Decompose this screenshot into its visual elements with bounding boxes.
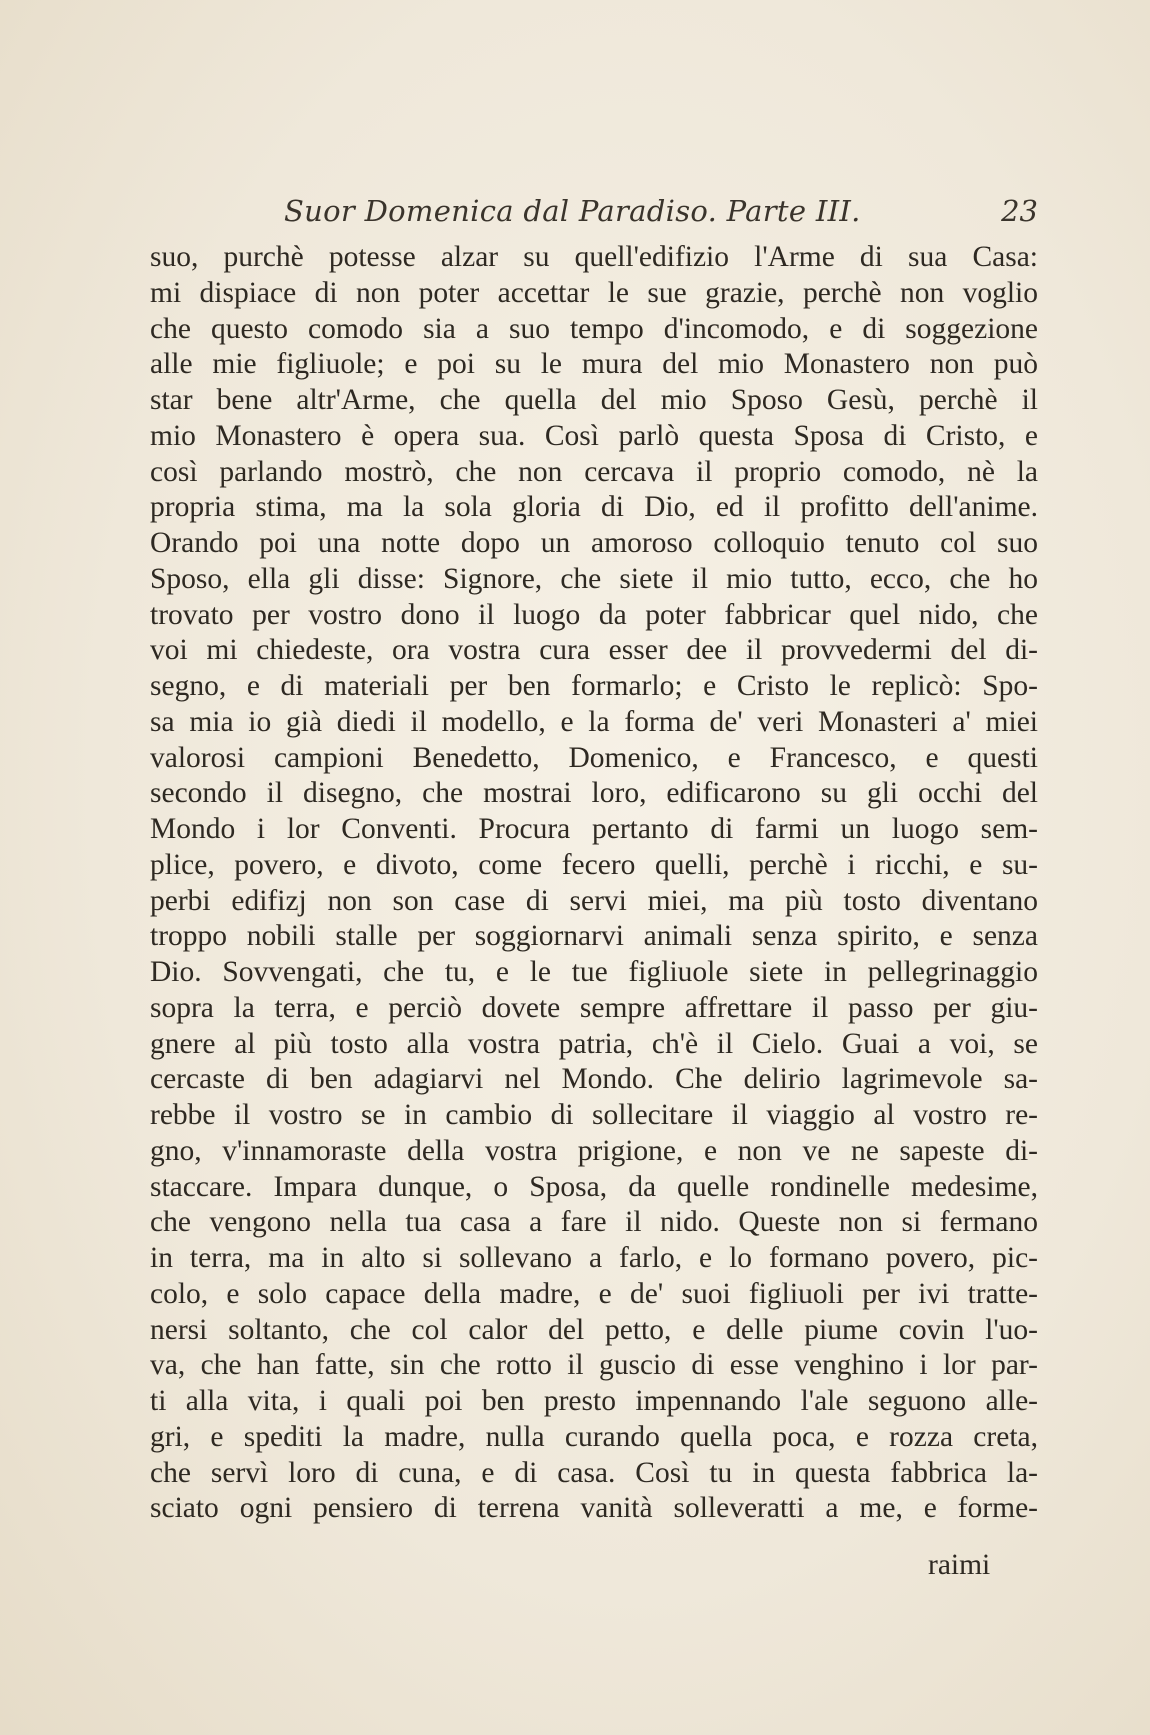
text-line: va, che han fatte, sin che rotto il guscio di esse venghino i lor par- [150, 1349, 1038, 1382]
running-title: Suor Domenica dal Paradiso. Parte III. [284, 194, 861, 228]
text-line: star bene altr'Arme, che quella del mio Sposo Gesù, perchè il [150, 384, 1038, 416]
text-line: voi mi chiedeste, ora vostra cura esser dee il provvedermi del di- [150, 634, 1038, 667]
text-line: troppo nobili stalle per soggiornarvi animali senza spirito, e senza [150, 920, 1038, 953]
text-line: gno, v'innamoraste della vostra prigione, e non ve ne sapeste di- [150, 1134, 1038, 1167]
page-number: 23 [1001, 194, 1038, 228]
text-line: che vengono nella tua casa a fare il nido. Queste non si fermano [150, 1206, 1038, 1239]
text-line: trovato per vostro dono il luogo da poter fabbricar quel nido, che [150, 598, 1038, 631]
text-line: che questo comodo sia a suo tempo d'incomodo, e di soggezione [150, 312, 1038, 345]
text-line: così parlando mostrò, che non cercava il proprio comodo, nè la [150, 455, 1038, 488]
catchword: raimi [928, 1549, 991, 1581]
text-line: sa mia io già diedi il modello, e la forma de' veri Monasteri a' miei [150, 705, 1038, 738]
text-line: mi dispiace di non poter accettar le sue grazie, perchè non voglio [150, 276, 1038, 309]
body-text [150, 240, 1038, 1527]
text-line: alle mie figliuole; e poi su le mura del mio Monastero non può [150, 348, 1038, 381]
text-line: suo, purchè potesse alzar su quell'edifizio l'Arme di sua Casa: [150, 241, 1038, 273]
text-line: sopra la terra, e perciò dovete sempre affrettare il passo per giu- [150, 991, 1038, 1024]
text-line: staccare. Impara dunque, o Sposa, da quelle rondinelle medesime, [150, 1170, 1038, 1203]
text-line: Mondo i lor Conventi. Procura pertanto di farmi un luogo sem- [150, 813, 1038, 845]
text-line: propria stima, ma la sola gloria di Dio, ed il profitto dell'anime. [150, 491, 1038, 524]
text-line: secondo il disegno, che mostrai loro, edificarono su gli occhi del [150, 777, 1038, 810]
text-line: in terra, ma in alto si sollevano a farlo, e lo formano povero, pic- [150, 1242, 1038, 1274]
text-line: gnere al più tosto alla vostra patria, ch'è il Cielo. Guai a voi, se [150, 1027, 1038, 1060]
text-line: che servì loro di cuna, e di casa. Così tu in questa fabbrica la- [150, 1456, 1038, 1489]
text-line: perbi edifizj non son case di servi miei, ma più tosto diventano [150, 884, 1038, 917]
running-head [150, 190, 1038, 230]
text-line: Orando poi una notte dopo un amoroso colloquio tenuto col suo [150, 527, 1038, 559]
text-line: nersi soltanto, che col calor del petto, e delle piume covin l'uo- [150, 1313, 1038, 1346]
text-line: plice, povero, e divoto, come fecero quelli, perchè i ricchi, e su- [150, 848, 1038, 881]
text-line: gri, e spediti la madre, nulla curando quella poca, e rozza creta, [150, 1420, 1038, 1453]
text-line: valorosi campioni Benedetto, Domenico, e Francesco, e questi [150, 741, 1038, 774]
text-line: Dio. Sovvengati, che tu, e le tue figliuole siete in pellegrinaggio [150, 956, 1038, 988]
text-line: ti alla vita, i quali poi ben presto impennando l'ale seguono alle- [150, 1385, 1038, 1417]
text-line: cercaste di ben adagiarvi nel Mondo. Che delirio lagrimevole sa- [150, 1063, 1038, 1096]
text-line: Sposo, ella gli disse: Signore, che siete il mio tutto, ecco, che ho [150, 562, 1038, 595]
text-line: colo, e solo capace della madre, e de' suoi figliuoli per ivi tratte- [150, 1277, 1038, 1310]
text-line: rebbe il vostro se in cambio di sollecitare il viaggio al vostro re- [150, 1099, 1038, 1131]
text-line: sciato ogni pensiero di terrena vanità solleveratti a me, e forme- [150, 1492, 1038, 1525]
text-line: mio Monastero è opera sua. Così parlò questa Sposa di Cristo, e [150, 419, 1038, 452]
text-line: segno, e di materiali per ben formarlo; e Cristo le replicò: Spo- [150, 670, 1038, 702]
